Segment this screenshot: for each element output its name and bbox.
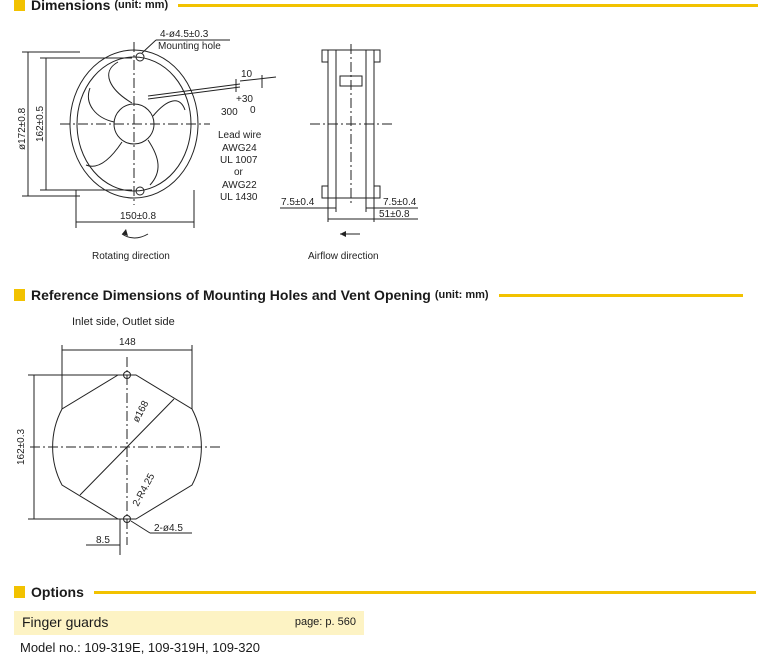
page-reference: page: p. 560 xyxy=(294,616,356,628)
airflow-arrowhead xyxy=(340,231,346,237)
leader-line xyxy=(142,40,156,53)
reference-header xyxy=(14,287,743,303)
dia-172-label: ø172±0.8 xyxy=(17,107,28,150)
options-header xyxy=(14,584,756,600)
ul1430-label: UL 1430 xyxy=(220,192,258,203)
side-depth: 51±0.8 xyxy=(379,209,410,220)
fan-blade xyxy=(88,88,114,122)
lead-zero: 0 xyxy=(250,105,256,116)
awg24-label: AWG24 xyxy=(222,143,257,154)
ref-hole-label: 2-ø4.5 xyxy=(154,523,183,534)
section-title: Options xyxy=(31,584,84,600)
fan-blade xyxy=(153,101,185,116)
mounting-hole-label: Mounting hole xyxy=(158,41,221,52)
ref-offset-label: 8.5 xyxy=(96,535,110,546)
or-label: or xyxy=(234,167,243,178)
lead-10: 10 xyxy=(241,69,253,80)
section-title: Reference Dimensions of Mounting Holes and Vent Opening xyxy=(31,287,431,303)
section-marker xyxy=(14,289,25,301)
finger-guards-bar xyxy=(14,611,364,635)
ref-height-label: 162±0.3 xyxy=(16,428,27,465)
ref-width-label: 148 xyxy=(119,337,136,348)
fan-blade xyxy=(148,140,158,185)
model-numbers: Model no.: 109-319E, 109-319H, 109-320 xyxy=(20,640,260,655)
section-rule xyxy=(94,591,756,594)
section-marker xyxy=(14,586,25,598)
section-rule xyxy=(499,294,743,297)
width-150-label: 150±0.8 xyxy=(120,211,157,222)
side-flange xyxy=(374,186,380,198)
mounting-hole-dim: 4-ø4.5±0.3 xyxy=(160,29,209,40)
dim-162-label: 162±0.5 xyxy=(35,105,46,142)
lead-plus30: +30 xyxy=(236,94,253,105)
side-flange xyxy=(322,186,328,198)
reference-drawing xyxy=(0,305,773,555)
fan-blade xyxy=(86,142,122,166)
section-unit: (unit: mm) xyxy=(114,0,169,11)
airflow-label: Airflow direction xyxy=(308,251,379,262)
ref-dia-label: ø168 xyxy=(130,399,152,425)
awg22-label: AWG22 xyxy=(222,180,257,191)
hole-leader xyxy=(131,521,150,533)
fan-blade xyxy=(109,62,132,103)
ref-side-label: Inlet side, Outlet side xyxy=(72,316,175,328)
ref-radius-label: 2-R4.25 xyxy=(130,471,158,509)
lead-wire xyxy=(148,84,240,96)
lead-wire-label: Lead wire xyxy=(218,130,262,141)
side-flange xyxy=(322,50,328,62)
dimension-drawing xyxy=(0,0,773,270)
finger-guards-label: Finger guards xyxy=(22,614,109,630)
section-title: Dimensions xyxy=(31,0,111,13)
lead-300: 300 xyxy=(221,107,238,118)
rotating-label: Rotating direction xyxy=(92,251,170,262)
side-dim-left: 7.5±0.4 xyxy=(281,197,315,208)
ul1007-label: UL 1007 xyxy=(220,155,258,166)
side-flange xyxy=(374,50,380,62)
side-dim-right: 7.5±0.4 xyxy=(383,197,417,208)
section-unit: (unit: mm) xyxy=(434,289,489,301)
